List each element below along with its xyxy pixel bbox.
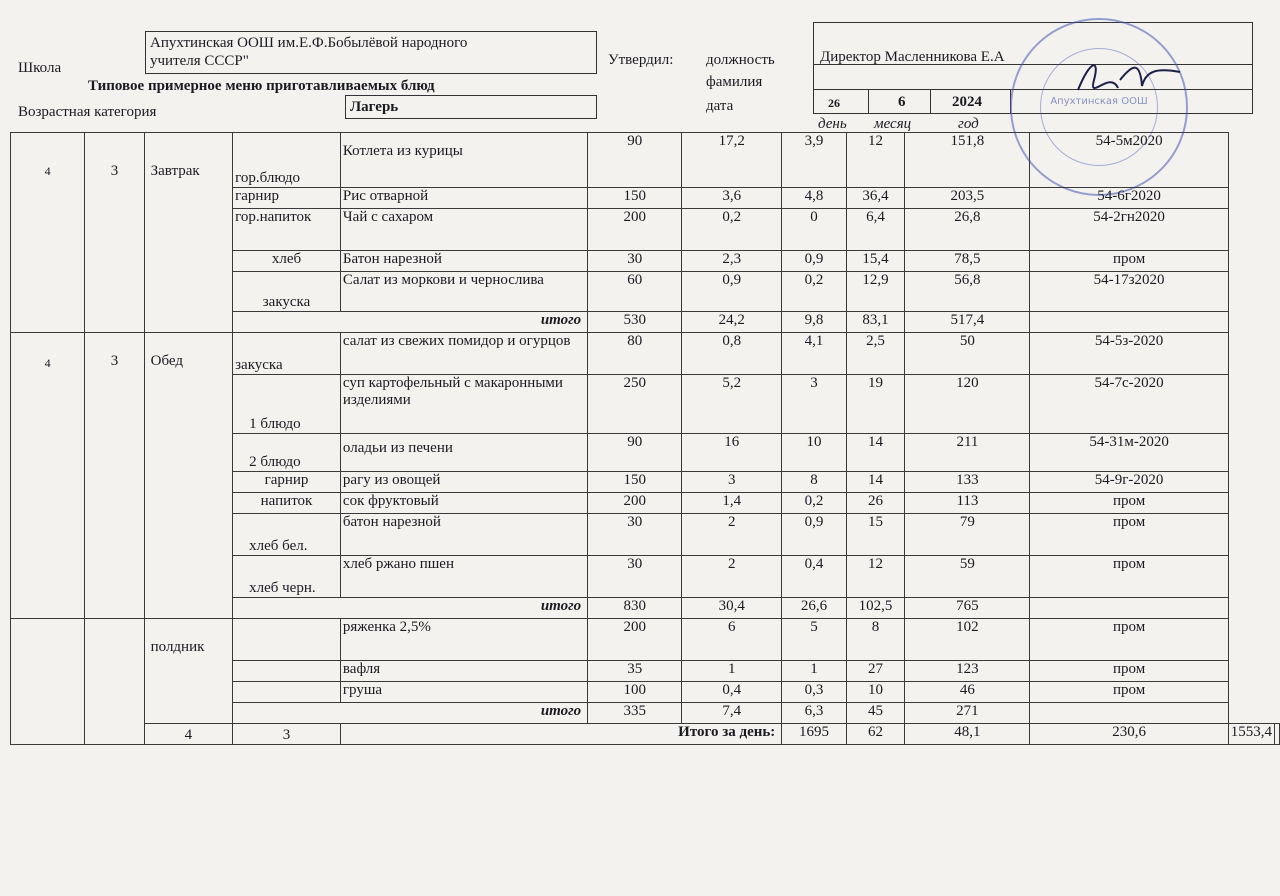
approver-name: Директор Масленникова Е.А	[820, 49, 1005, 65]
carbs: 15	[846, 514, 905, 556]
weight: 90	[588, 133, 682, 188]
total-label: итого	[233, 598, 588, 619]
school-label: Школа	[18, 60, 62, 76]
protein: 0,8	[682, 333, 782, 375]
dish-type: закуска	[233, 272, 341, 312]
carbs: 12	[846, 556, 905, 598]
carbs: 14	[846, 434, 905, 472]
weight: 80	[588, 333, 682, 375]
fat: 1	[782, 661, 846, 682]
recipe: пром	[1030, 493, 1228, 514]
day-total-week: 4	[144, 724, 233, 745]
fat: 0,2	[782, 272, 846, 312]
total-carbs: 45	[846, 703, 905, 724]
carbs: 14	[846, 472, 905, 493]
protein: 3	[682, 472, 782, 493]
date-month: 6	[898, 94, 906, 110]
school-name-line1: Апухтинская ООШ им.Е.Ф.Бобылёвой народного	[150, 35, 468, 51]
carbs: 2,5	[846, 333, 905, 375]
dish-type: гор.напиток	[233, 209, 341, 251]
recipe: 54-31м-2020	[1030, 434, 1228, 472]
school-name-box	[145, 31, 597, 74]
age-category-label: Возрастная категория	[18, 104, 157, 120]
kcal: 59	[905, 556, 1030, 598]
date-day: 26	[828, 96, 840, 110]
total-fat: 6,3	[782, 703, 846, 724]
weight: 150	[588, 472, 682, 493]
table-row	[11, 133, 1280, 188]
carbs: 8	[846, 619, 905, 661]
kcal: 78,5	[905, 251, 1030, 272]
total-carbs: 83,1	[846, 312, 905, 333]
total-label: итого	[233, 312, 588, 333]
meal-cell: Обед	[144, 333, 233, 619]
total-fat: 9,8	[782, 312, 846, 333]
day-total-day: 3	[233, 724, 341, 745]
date-label: дата	[706, 98, 734, 114]
menu-title: Типовое примерное меню приготавливаемых блюд	[88, 78, 435, 94]
protein: 2	[682, 556, 782, 598]
total-carbs: 102,5	[846, 598, 905, 619]
dish-name: рагу из овощей	[340, 472, 587, 493]
dish-name: сок фруктовый	[340, 493, 587, 514]
total-kcal: 517,4	[905, 312, 1030, 333]
fat: 8	[782, 472, 846, 493]
fat: 0	[782, 209, 846, 251]
recipe: пром	[1030, 556, 1228, 598]
kcal: 50	[905, 333, 1030, 375]
dish-type: гор.блюдо	[233, 133, 341, 188]
dish-type: гарнир	[233, 188, 341, 209]
dish-name: груша	[340, 682, 587, 703]
dish-name: хлеб ржано пшен	[340, 556, 587, 598]
age-category-box	[345, 95, 597, 119]
recipe: пром	[1030, 514, 1228, 556]
fat: 0,3	[782, 682, 846, 703]
day-total-carbs: 230,6	[1030, 724, 1228, 745]
total-weight: 830	[588, 598, 682, 619]
recipe: пром	[1030, 251, 1228, 272]
weight: 60	[588, 272, 682, 312]
weight: 250	[588, 375, 682, 434]
carbs: 12,9	[846, 272, 905, 312]
table-row	[11, 333, 1280, 375]
meal-cell: Завтрак	[144, 133, 233, 333]
day-cell: 3	[85, 333, 144, 619]
kcal: 120	[905, 375, 1030, 434]
dish-name: суп картофельный с макаронными изделиями	[340, 375, 587, 434]
weight: 30	[588, 556, 682, 598]
kcal: 151,8	[905, 133, 1030, 188]
weight: 100	[588, 682, 682, 703]
weight: 150	[588, 188, 682, 209]
kcal: 133	[905, 472, 1030, 493]
fat: 5	[782, 619, 846, 661]
recipe: пром	[1030, 619, 1228, 661]
total-fat: 26,6	[782, 598, 846, 619]
protein: 16	[682, 434, 782, 472]
week-cell: 4	[11, 333, 85, 619]
fat: 4,8	[782, 188, 846, 209]
weight: 200	[588, 493, 682, 514]
dish-name: ряженка 2,5%	[340, 619, 587, 661]
day-total-protein: 62	[846, 724, 905, 745]
day-total-fat: 48,1	[905, 724, 1030, 745]
kcal: 102	[905, 619, 1030, 661]
kcal: 113	[905, 493, 1030, 514]
menu-table	[10, 132, 1280, 745]
dish-name: Рис отварной	[340, 188, 587, 209]
dish-type: 2 блюдо	[233, 434, 341, 472]
weight: 200	[588, 619, 682, 661]
dish-name: батон нарезной	[340, 514, 587, 556]
approved-label: Утвердил:	[608, 52, 674, 68]
kcal: 211	[905, 434, 1030, 472]
fat: 0,9	[782, 251, 846, 272]
protein: 2	[682, 514, 782, 556]
total-protein: 24,2	[682, 312, 782, 333]
total-weight: 335	[588, 703, 682, 724]
protein: 0,4	[682, 682, 782, 703]
week-cell: 4	[11, 133, 85, 333]
day-total-label: Итого за день:	[340, 724, 781, 745]
date-year: 2024	[952, 94, 982, 110]
recipe: 54-2гн2020	[1030, 209, 1228, 251]
total-weight: 530	[588, 312, 682, 333]
carbs: 10	[846, 682, 905, 703]
dish-name: Чай с сахаром	[340, 209, 587, 251]
stamp-text: Апухтинская ООШ	[1050, 96, 1148, 107]
age-category-value: Лагерь	[350, 99, 399, 115]
protein: 3,6	[682, 188, 782, 209]
dish-type: 1 блюдо	[233, 375, 341, 434]
table-row	[11, 619, 1280, 661]
position-label: должность	[706, 52, 775, 68]
protein: 1	[682, 661, 782, 682]
total-protein: 7,4	[682, 703, 782, 724]
day-cell: 3	[85, 133, 144, 333]
day-total-kcal: 1553,4	[1228, 724, 1274, 745]
fat: 3,9	[782, 133, 846, 188]
recipe: 54-5м2020	[1030, 133, 1228, 188]
weight: 30	[588, 251, 682, 272]
dish-type: хлеб бел.	[233, 514, 341, 556]
meal-cell: полдник	[144, 619, 233, 724]
protein: 5,2	[682, 375, 782, 434]
protein: 6	[682, 619, 782, 661]
weight: 35	[588, 661, 682, 682]
recipe: 54-6г2020	[1030, 188, 1228, 209]
day-label: день	[818, 116, 847, 132]
protein: 2,3	[682, 251, 782, 272]
total-protein: 30,4	[682, 598, 782, 619]
year-label: год	[958, 116, 979, 132]
total-kcal: 765	[905, 598, 1030, 619]
protein: 1,4	[682, 493, 782, 514]
carbs: 6,4	[846, 209, 905, 251]
kcal: 26,8	[905, 209, 1030, 251]
kcal: 79	[905, 514, 1030, 556]
protein: 17,2	[682, 133, 782, 188]
kcal: 56,8	[905, 272, 1030, 312]
carbs: 19	[846, 375, 905, 434]
dish-name: салат из свежих помидор и огурцов	[340, 333, 587, 375]
kcal: 123	[905, 661, 1030, 682]
total-label: итого	[233, 703, 588, 724]
fat: 0,2	[782, 493, 846, 514]
signature	[1060, 50, 1190, 100]
day-total-weight: 1695	[782, 724, 846, 745]
dish-type: гарнир	[233, 472, 341, 493]
dish-name: вафля	[340, 661, 587, 682]
carbs: 12	[846, 133, 905, 188]
kcal: 46	[905, 682, 1030, 703]
school-name-line2: учителя СССР"	[150, 53, 249, 69]
carbs: 36,4	[846, 188, 905, 209]
recipe: пром	[1030, 661, 1228, 682]
dish-name: Котлета из курицы	[340, 133, 587, 188]
total-kcal: 271	[905, 703, 1030, 724]
recipe: 54-9г-2020	[1030, 472, 1228, 493]
dish-name: Батон нарезной	[340, 251, 587, 272]
kcal: 203,5	[905, 188, 1030, 209]
fat: 10	[782, 434, 846, 472]
dish-type: хлеб черн.	[233, 556, 341, 598]
protein: 0,2	[682, 209, 782, 251]
surname-label: фамилия	[706, 74, 763, 90]
dish-name: оладьи из печени	[340, 434, 587, 472]
carbs: 26	[846, 493, 905, 514]
recipe: 54-5з-2020	[1030, 333, 1228, 375]
dish-name: Салат из моркови и чернослива	[340, 272, 587, 312]
recipe: 54-17з2020	[1030, 272, 1228, 312]
protein: 0,9	[682, 272, 782, 312]
carbs: 15,4	[846, 251, 905, 272]
weight: 30	[588, 514, 682, 556]
dish-type: хлеб	[233, 251, 341, 272]
weight: 90	[588, 434, 682, 472]
fat: 0,4	[782, 556, 846, 598]
day-total-row	[11, 724, 1280, 745]
fat: 3	[782, 375, 846, 434]
recipe: 54-7с-2020	[1030, 375, 1228, 434]
recipe: пром	[1030, 682, 1228, 703]
dish-type: закуска	[233, 333, 341, 375]
month-label: месяц	[874, 116, 912, 132]
dish-type: напиток	[233, 493, 341, 514]
fat: 4,1	[782, 333, 846, 375]
carbs: 27	[846, 661, 905, 682]
fat: 0,9	[782, 514, 846, 556]
weight: 200	[588, 209, 682, 251]
